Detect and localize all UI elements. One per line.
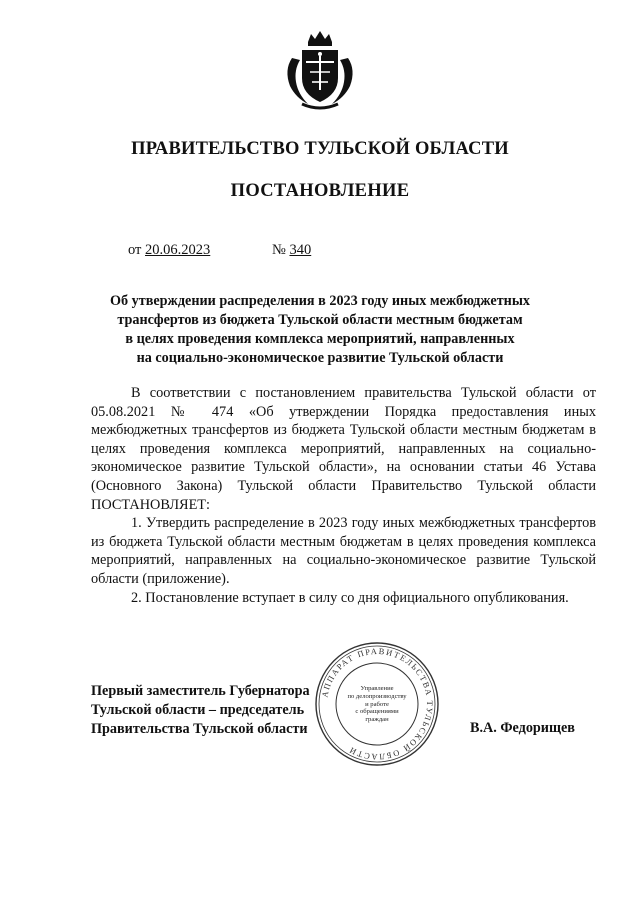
body-paragraph-preamble: В соответствии с постановлением правительства Тульской области от 05.08.2021 № 474 «Об утверждении Порядка предоставления иных межбюджетных трансфертов из бюджета Тульской области местным бюджетам в целях проведения комплекса мероприятий, направленных на социально-экономическое развитие Тульской области», на основании статьи 46 Устава (Основного Закона) Тульской области Правительство Тульской области ПОСТАНОВЛЯЕТ:: [91, 385, 596, 513]
signer-position-line: Правительства Тульской области: [91, 721, 308, 737]
signer-position: [91, 682, 310, 739]
official-stamp: [313, 640, 441, 768]
stamp-inner-text: [340, 685, 414, 724]
signer-position-line: Тульской области – председатель: [91, 702, 305, 718]
stamp-inner-line: с обращениями: [355, 708, 399, 716]
document-body: [91, 384, 596, 607]
signer-position-line: Первый заместитель Губернатора: [91, 683, 310, 699]
number-value: 340: [289, 242, 312, 258]
body-paragraph-item-1: 1. Утвердить распределение в 2023 году иных межбюджетных трансфертов из бюджета Тульской области местным бюджетам в целях проведения комплекса мероприятий, направленных на социально-экономическое развитие Тульской области (приложение).: [91, 515, 596, 587]
signer-name: В.А. Федорищев: [470, 720, 575, 736]
date-value: 20.06.2023: [145, 242, 211, 258]
document-type: ПОСТАНОВЛЕНИЕ: [230, 181, 410, 201]
subject-line: трансфертов из бюджета Тульской области местным бюджетам: [117, 312, 523, 328]
number-prefix: №: [272, 242, 286, 258]
subject-line: Об утверждении распределения в 2023 году иных межбюджетных: [109, 293, 531, 309]
coat-of-arms-icon: [278, 28, 362, 112]
document-date: [128, 242, 210, 259]
document-number: [272, 242, 311, 259]
stamp-inner-line: по делопроизводству: [347, 692, 407, 700]
date-prefix: от: [128, 242, 142, 258]
body-paragraph-item-2: 2. Постановление вступает в силу со дня официального опубликования.: [131, 589, 569, 606]
stamp-inner-line: Управление: [360, 685, 394, 692]
subject-line: в целях проведения комплекса мероприятий, направленных: [125, 331, 515, 347]
government-title: ПРАВИТЕЛЬСТВО ТУЛЬСКОЙ ОБЛАСТИ: [131, 139, 509, 159]
stamp-ring-text: АППАРАТ ПРАВИТЕЛЬСТВА ТУЛЬСКОЙ ОБЛАСТИ: [320, 646, 435, 762]
document-subject: [60, 292, 580, 368]
stamp-inner-line: и работе: [365, 700, 389, 708]
stamp-inner-line: граждан: [365, 716, 389, 724]
subject-line: на социально-экономическое развитие Тульской области: [136, 350, 504, 366]
